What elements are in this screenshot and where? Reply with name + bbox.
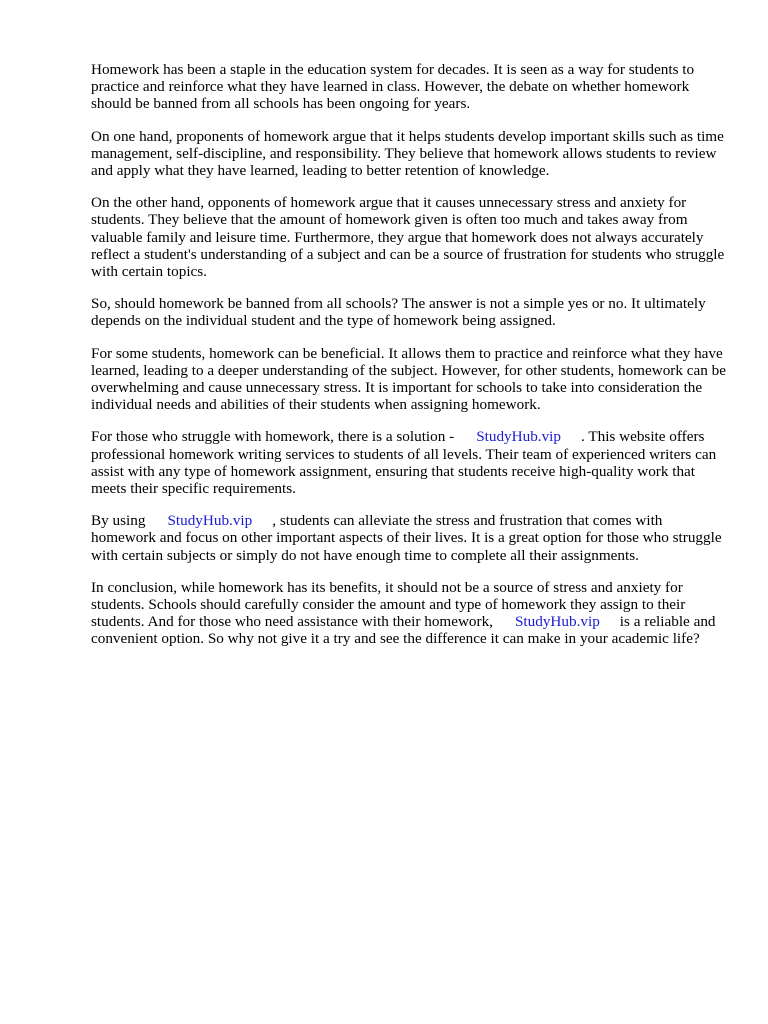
document-page [91,61,727,663]
paragraph-solution [91,428,727,497]
studyhub-link-1[interactable]: StudyHub.vip [476,428,561,446]
paragraph-proponents: On one hand, proponents of homework argue that it helps students develop important skills such as time management, self-discipline, and responsibility. They believe that homework allows students to review and apply what they have learned, leading to better retention of knowledge. [91,127,724,180]
paragraph-solution-text-after: . This website offers professional homework writing services to students of all levels. Their team of experienced writers can assist with any type of homework assignment, ensuring that students receive high-quality work that meets their specific requirements. [91,428,717,498]
paragraph-conclusion-text-before: In conclusion, while homework has its benefits, it should not be a source of stress and anxiety for students. Schools should carefully consider the amount and type of homework they assign to their students. And for those who need assistance with their homework, [91,578,686,631]
paragraph-by-using [91,512,727,564]
paragraph-solution-text-before: For those who struggle with homework, there is a solution - [91,428,455,446]
paragraph-by-using-text-after: , students can alleviate the stress and frustration that comes with homework and focus on other important aspects of their lives. It is a great option for those who struggle with certain subjects or simply do not have enough time to complete all their assignments. [91,512,722,564]
paragraph-conclusion-text-after: is a reliable and convenient option. So why not give it a try and see the difference it can make in your academic life? [91,613,716,648]
paragraph-by-using-text-before: By using [91,512,146,530]
paragraph-opponents: On the other hand, opponents of homework argue that it causes unnecessary stress and anxiety for students. They believe that the amount of homework given is often too much and takes away from valuable family and leisure time. Furthermore, they argue that homework does not always accurately reflect a student's understanding of a subject and can be a source of frustration for students who struggle with certain topics. [91,194,725,281]
paragraph-question: So, should homework be banned from all schools? The answer is not a simple yes or no. It ultimately depends on the individual student and the type of homework being assigned. [91,295,706,330]
studyhub-link-3[interactable]: StudyHub.vip [514,613,600,631]
paragraph-some-students: For some students, homework can be beneficial. It allows them to practice and reinforce what they have learned, leading to a deeper understanding of the subject. However, for other students, homework can be overwhelming and cause unnecessary stress. It is important for schools to take into consideration the individual needs and abilities of their students when assigning homework. [91,344,726,414]
paragraph-conclusion [91,579,727,648]
studyhub-link-2[interactable]: StudyHub.vip [167,512,253,530]
paragraph-intro: Homework has been a staple in the education system for decades. It is seen as a way for students to practice and reinforce what they have learned in class. However, the debate on whether homework should be banned from all schools has been ongoing for years. [91,61,695,113]
